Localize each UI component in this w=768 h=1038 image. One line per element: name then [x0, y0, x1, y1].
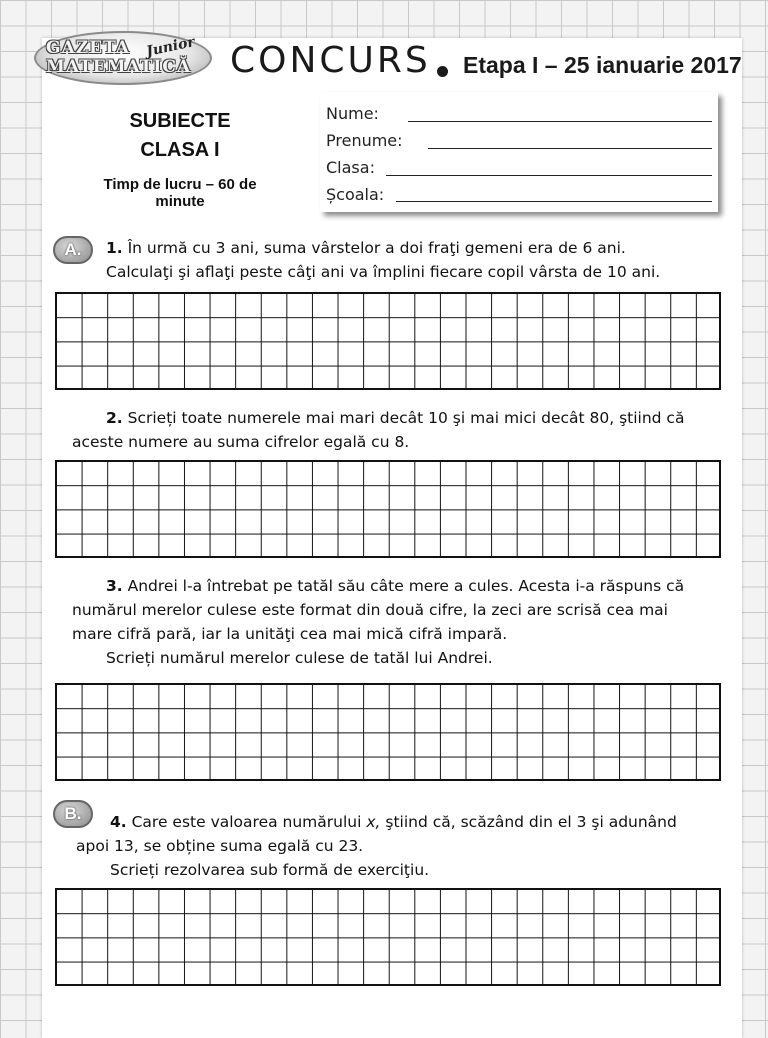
bullet-dot-icon: [437, 66, 448, 77]
question-text: Calculaţi şi aflaţi peste câţi ani va împlini fiecare copil vârsta de 10 ani.: [106, 263, 661, 281]
clasa-label: Clasa:: [326, 158, 375, 177]
question-text: ştiind că, scăzând din el 3 şi adunând: [380, 813, 677, 831]
section-a-badge: A.: [53, 236, 93, 264]
time-limit: Timp de lucru – 60 de minute: [103, 176, 257, 210]
answer-grid-4[interactable]: [55, 888, 721, 986]
student-id-box: [320, 92, 718, 212]
section-b-badge: B.: [53, 800, 93, 828]
clasa-field[interactable]: [386, 175, 712, 176]
stage-date: Etapa I – 25 ianuarie 2017: [463, 52, 742, 78]
answer-grid-3[interactable]: [55, 683, 721, 781]
gazeta-matematica-logo: [34, 31, 212, 85]
nume-field[interactable]: [408, 121, 712, 122]
scoala-label: Școala:: [326, 185, 385, 204]
question-number: 2.: [106, 409, 123, 427]
page-title: CONCURS: [230, 40, 431, 81]
question-text: Scrieți rezolvarea sub formă de exerciţiu.: [110, 861, 430, 879]
logo-text-matematica: MATEMATICĂ: [46, 57, 192, 77]
question-4: [76, 810, 726, 882]
question-text: În urmă cu 3 ani, suma vârstelor a doi fraţi gemeni era de 6 ani.: [122, 239, 626, 257]
scoala-field[interactable]: [396, 201, 712, 202]
question-1: [106, 236, 726, 284]
prenume-label: Prenume:: [326, 131, 403, 150]
answer-grid-1[interactable]: [55, 292, 721, 390]
question-text: mare cifră pară, iar la unităţi cea mai mică cifră impară.: [72, 625, 508, 643]
variable-x: x,: [366, 813, 381, 831]
question-text: aceste numere au suma cifrelor egală cu 8.: [72, 433, 410, 451]
question-number: 4.: [110, 813, 127, 831]
logo-text-junior: Junior: [144, 34, 197, 60]
question-2: [72, 406, 722, 454]
nume-label: Nume:: [326, 104, 379, 123]
class-heading: CLASA I: [140, 139, 220, 161]
prenume-field[interactable]: [428, 148, 712, 149]
question-text: Scrieți numărul merelor culese de tatăl lui Andrei.: [106, 649, 493, 667]
answer-grid-2[interactable]: [55, 460, 721, 558]
logo-text-gazeta: GAZETA: [46, 38, 130, 58]
question-3: [72, 574, 722, 670]
question-text: Care este valoarea numărului: [126, 813, 367, 831]
question-text: apoi 13, se obține suma egală cu 23.: [76, 837, 364, 855]
question-text: Andrei l-a întrebat pe tatăl său câte mere a cules. Acesta i-a răspuns că: [122, 577, 685, 595]
question-text: Scrieți toate numerele mai mari decât 10 şi mai mici decât 80, ştiind că: [122, 409, 685, 427]
question-text: numărul merelor culese este format din două cifre, la zeci are scrisă cea mai: [72, 601, 668, 619]
subject-heading: SUBIECTE: [129, 110, 231, 132]
question-number: 3.: [106, 577, 123, 595]
question-number: 1.: [106, 239, 123, 257]
